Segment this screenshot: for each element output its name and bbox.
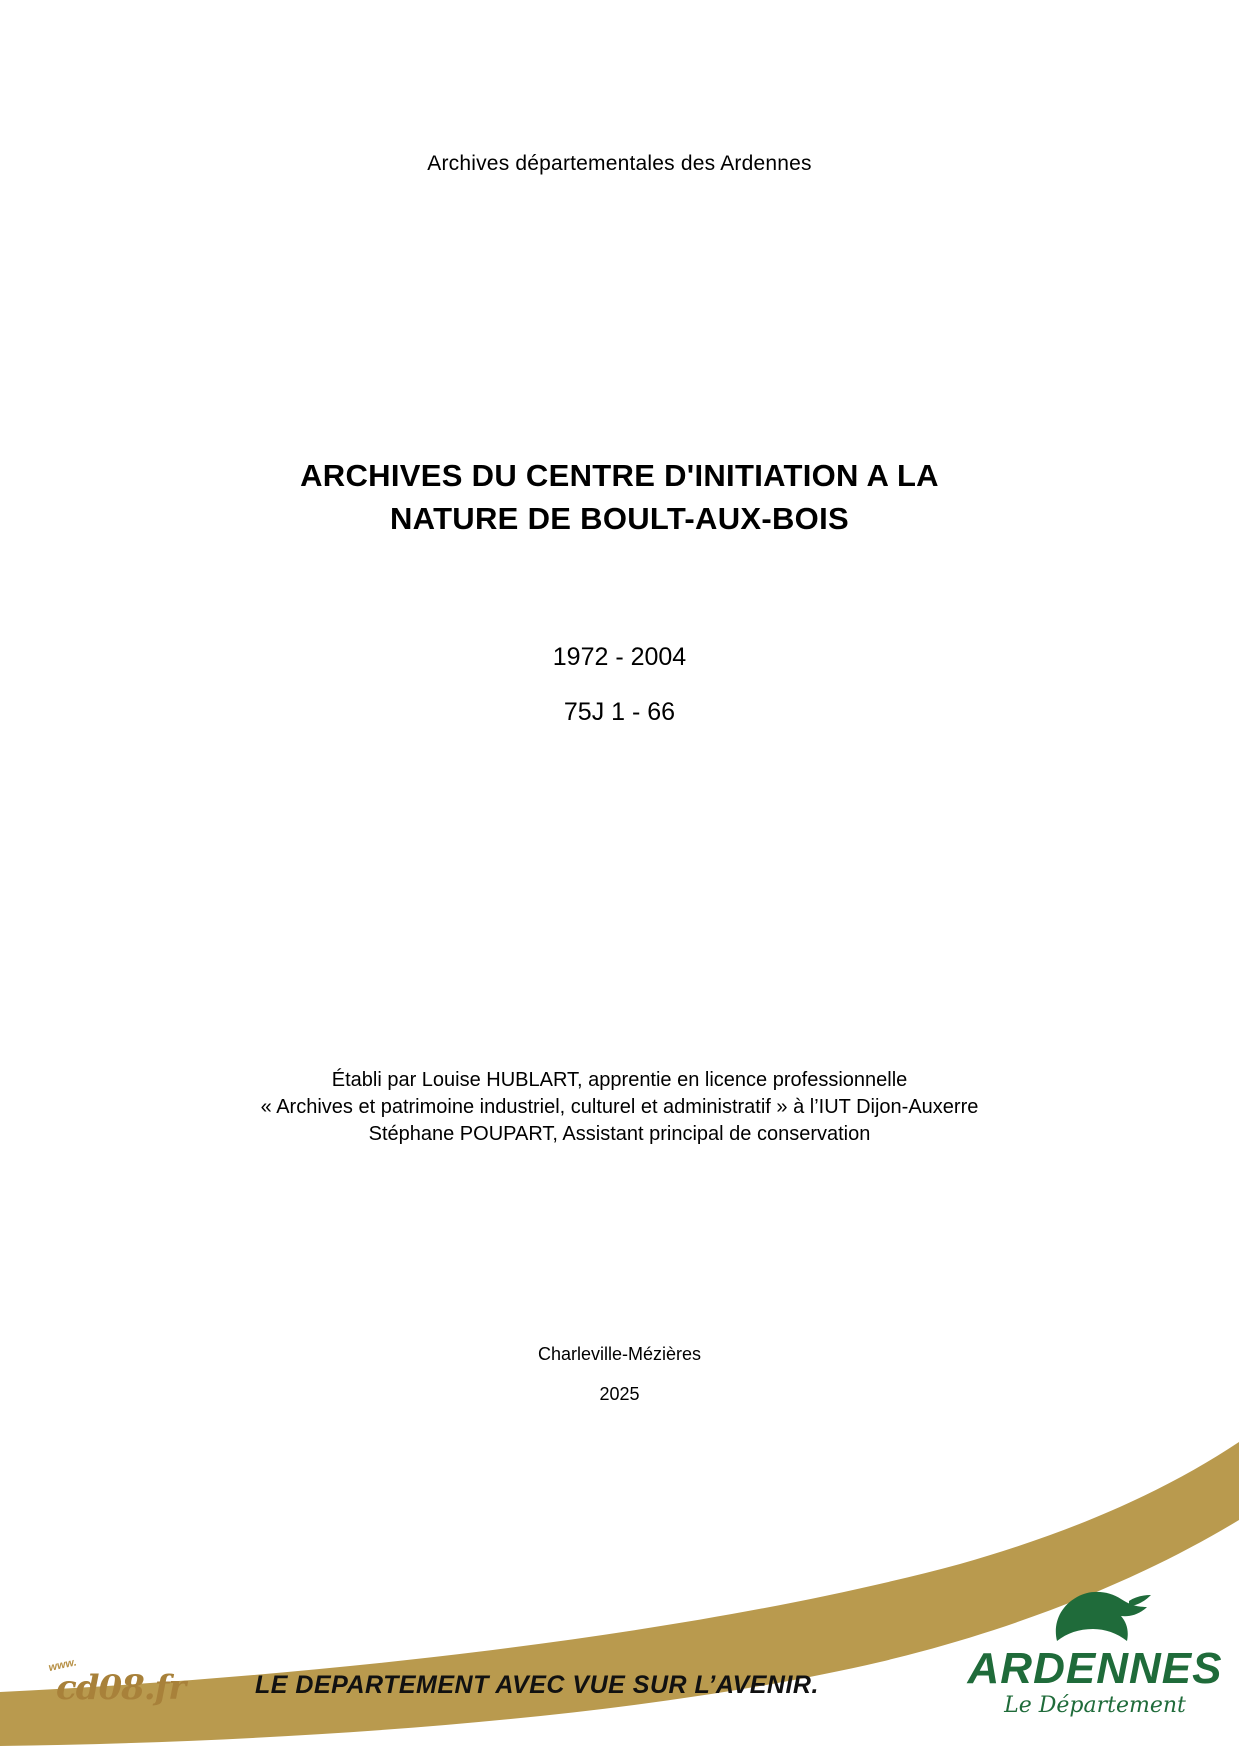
publication-year: 2025 bbox=[599, 1384, 640, 1404]
reference-code: 75J 1 - 66 bbox=[563, 698, 676, 726]
cd08-domain-text: cd08.fr bbox=[56, 1668, 186, 1708]
credits-line-1: Établi par Louise HUBLART, apprentie en licence professionnelle bbox=[331, 1069, 908, 1091]
page-title bbox=[0, 455, 1239, 541]
page-title-line-1: ARCHIVES DU CENTRE D'INITIATION A LA bbox=[300, 458, 939, 493]
ardennes-logo-name: ARDENNES bbox=[967, 1644, 1223, 1693]
page-header: Archives départementales des Ardennes bbox=[427, 152, 812, 175]
place-of-publication: Charleville-Mézières bbox=[537, 1344, 702, 1364]
ardennes-logo-subtitle: Le Département bbox=[1004, 1693, 1186, 1718]
page-footer bbox=[0, 1424, 1239, 1754]
boar-head-icon bbox=[1043, 1585, 1153, 1649]
department-tagline: LE DEPARTEMENT AVEC VUE SUR L’AVENIR. bbox=[255, 1671, 819, 1699]
cd08-www-text: www. bbox=[47, 1656, 78, 1674]
credits-line-3: Stéphane POUPART, Assistant principal de conservation bbox=[368, 1123, 871, 1146]
ardennes-department-logo bbox=[965, 1585, 1225, 1730]
cd08-website-logo[interactable] bbox=[44, 1656, 186, 1714]
page-title-line-2: NATURE DE BOULT-AUX-BOIS bbox=[390, 500, 849, 536]
date-range: 1972 - 2004 bbox=[552, 643, 687, 671]
credits-line-2: « Archives et patrimoine industriel, culturel et administratif » à l’IUT Dijon-Auxerre bbox=[260, 1096, 979, 1119]
credits-block bbox=[0, 1067, 1239, 1149]
